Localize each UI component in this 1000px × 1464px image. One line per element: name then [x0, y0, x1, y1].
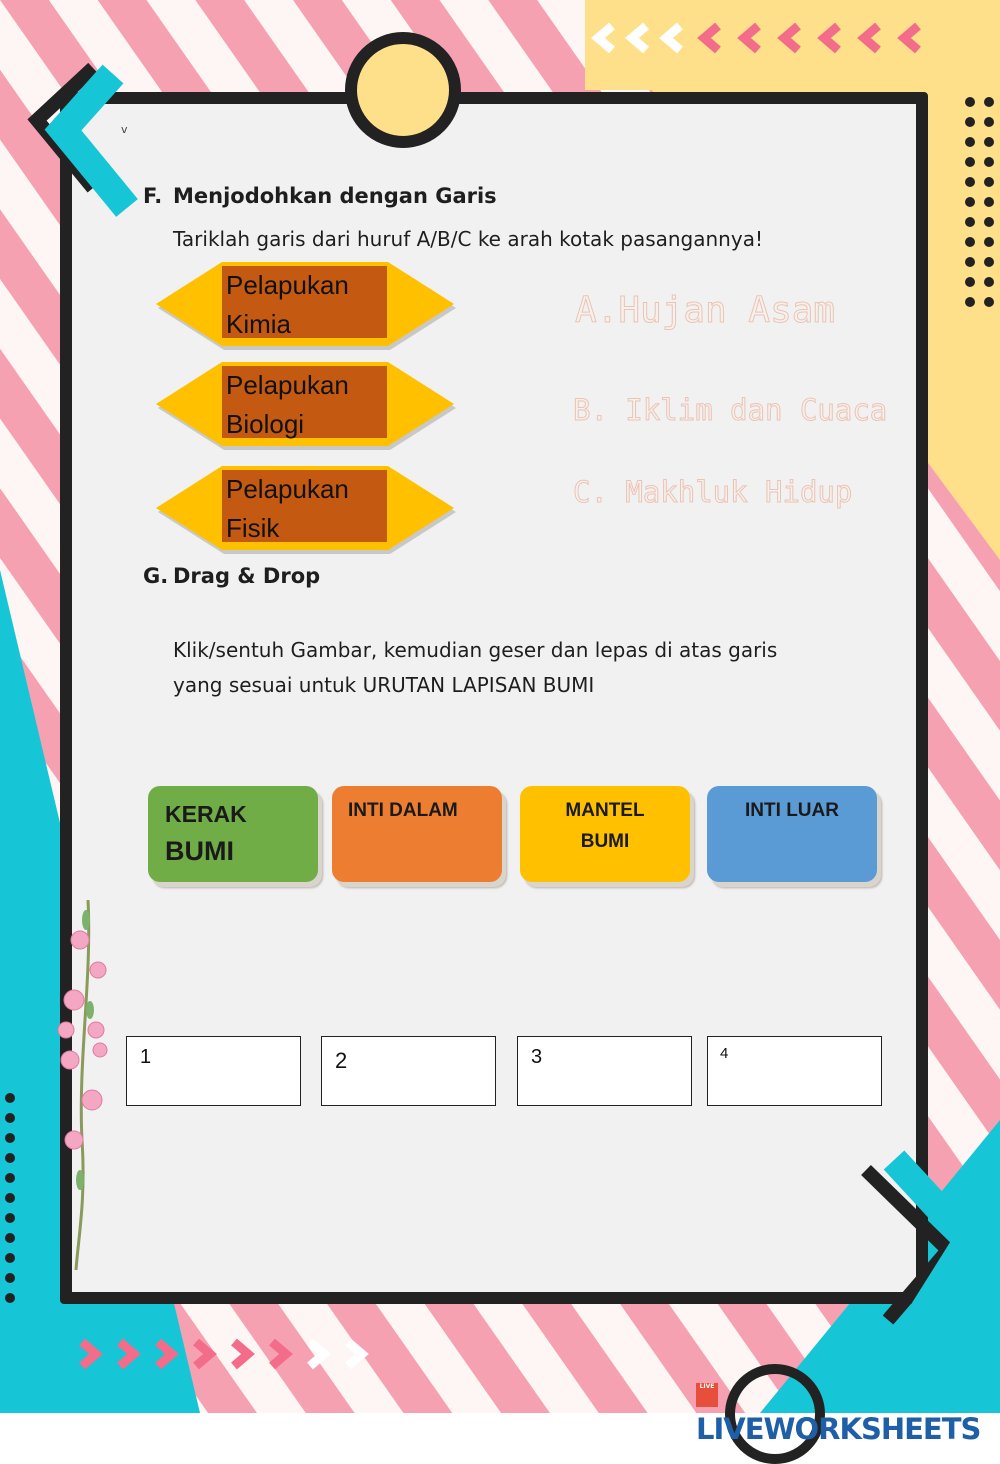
section-g-instruction-line1: Klik/sentuh Gambar, kemudian geser dan lepas di atas garis: [173, 638, 778, 662]
section-g-letter: G.: [143, 564, 169, 588]
drop-zone-number: 1: [140, 1046, 152, 1068]
answer-option-b[interactable]: B. Iklim dan Cuaca: [573, 393, 888, 427]
section-f-instruction: Tariklah garis dari huruf A/B/C ke arah kotak pasangannya!: [173, 227, 763, 251]
drag-tile-kerak-bumi[interactable]: [148, 786, 318, 882]
tile-text-line1: INTI LUAR: [745, 800, 839, 821]
drag-tile-inti-luar[interactable]: [707, 786, 877, 882]
logo-text: LIVEWORKSHEETS: [696, 1412, 981, 1446]
section-g-title: Drag & Drop: [173, 564, 321, 588]
match-item-label: Pelapukan Kimia: [222, 266, 387, 338]
corner-bracket-decoration: [15, 60, 145, 260]
drop-zone-number: 4: [720, 1045, 729, 1062]
drop-zone-3[interactable]: [517, 1036, 692, 1106]
section-g-heading: [143, 564, 320, 588]
section-f-title: Menjodohkan dengan Garis: [173, 184, 497, 208]
drop-zone-4[interactable]: [707, 1036, 882, 1106]
section-f-letter: F.: [143, 184, 163, 208]
drop-zone-2[interactable]: [321, 1036, 496, 1106]
match-item-label: Pelapukan Fisik: [222, 470, 387, 542]
yellow-circle-decoration: [345, 32, 461, 148]
drag-tile-inti-dalam[interactable]: [332, 786, 502, 882]
tile-text-line1: KERAK: [165, 801, 247, 827]
liveworksheets-logo: [696, 1376, 1000, 1446]
tile-text-line2: BUMI: [580, 831, 630, 852]
answer-option-a[interactable]: A.Hujan Asam: [575, 290, 836, 331]
tile-text-line1: INTI DALAM: [348, 800, 458, 821]
stray-mark: v: [121, 123, 128, 136]
drop-zone-1[interactable]: [126, 1036, 301, 1106]
match-item-label: Pelapukan Biologi: [222, 366, 387, 438]
tile-text-line1: MANTEL: [565, 800, 645, 821]
tile-text-line2: BUMI: [165, 836, 234, 866]
drop-zone-number: 3: [531, 1046, 543, 1068]
logo-badge: LIVE: [696, 1383, 718, 1407]
answer-option-c[interactable]: C. Makhluk Hidup: [573, 475, 853, 509]
section-f-heading: [143, 184, 497, 208]
drag-tile-mantel-bumi[interactable]: [520, 786, 690, 882]
section-g-instruction-line2: yang sesuai untuk URUTAN LAPISAN BUMI: [173, 673, 595, 697]
corner-bracket-decoration-bottom: [858, 1150, 998, 1350]
flower-branch-decoration: [30, 900, 120, 1270]
drop-zone-number: 2: [335, 1048, 348, 1073]
